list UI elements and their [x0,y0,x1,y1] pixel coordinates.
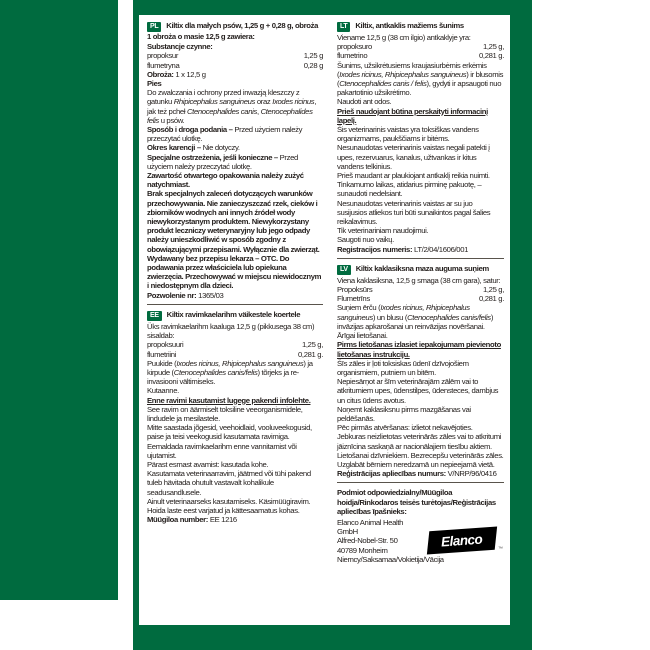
substance-name: propoksur [147,51,179,61]
text-run: Tinkamumo laikas, atidarius pirminę pakuotę, – sunaudoti nedelsiant. [337,180,482,199]
text-run: Przed użyciem należy przeczytać ulotkę. [147,125,303,144]
text-run: Nepiesārņot ar šīm veterinārajām zālēm vai to atkritumiem upes, ūdenstilpes, ūdensteces, dambjus un citus ūdens avotus. [337,377,499,405]
text-run: Nesunaudotas veterinarinis vaistas negali patekti į upes, rezervuarus, kanalus, užtvankas ir kitus vandens telkinius. [337,143,490,171]
language-badge-ee: EE [147,311,162,321]
address-line: Niemcy/Saksamaa/Vokietija/Vācija [337,554,444,564]
text-run: Tik veterinariniam naudojimui. [337,226,429,236]
dose-row [337,285,504,294]
paragraph [147,79,323,88]
paragraph [337,469,504,478]
leaflet-green-frame [133,0,532,650]
paragraph [337,245,504,254]
text-run: V/NRP/96/0416 [447,469,497,479]
section-title: Kiltix kaklasiksna maza auguma suņiem [355,263,489,273]
text-run: Substancje czynne: [147,42,213,52]
substance-name: flumetryna [147,60,180,70]
substance-amount: 0,281 g. [479,51,504,61]
text-run: Ārīgai lietošanai. [337,331,388,341]
text-run: Brak specjalnych zaleceń dotyczących warunków przechowywania. Nie zanieczyszczać rzek, cieków i zbiorników wodnych ani innych źródeł wody niewykorzystanym produktem. Niewykorzystany produkt leczniczy weterynaryjny lub jego odpady należy unieszkodliwić w sposób zgodny z obowiązującymi przepisami. Wyłącznie dla zwierząt. Wydawany bez przepisu lekarza – OTC. Do podawania przez właściciela lub opiekuna zwierzęcia. Przechowywać w miejscu niewidocznym i niedostępnym dla dzieci. [147,189,322,291]
paragraph [337,97,504,106]
substance-amount: 0,281 g. [479,294,504,304]
text-run: Pēc pirmās atvēršanas: izlietot nekavējoties. [337,423,473,433]
text-run: u psów. [158,115,185,125]
text-run: , jak też pcheł [147,97,317,116]
paragraph [147,322,323,340]
paragraph [337,451,504,460]
text-run: Obroża: [147,69,176,79]
paragraph [147,88,323,125]
paragraph [147,423,323,441]
text-run: Specjalne ostrzeżenia, jeśli konieczne – [147,152,280,162]
trademark-symbol: ™ [498,546,503,553]
text-run: LT/2/04/1606/001 [413,244,469,254]
sections-column-2 [337,21,504,478]
text-run: Viena kaklasiksna, 12,5 g smaga (38 cm gara), satur: [337,275,501,285]
text-run: Uzglabāt bērniem neredzamā un nepieejamā vietā. [337,459,495,469]
text-run: Ixodes ricinus, Rhipicephalus sanguineus [337,303,470,322]
text-run: Reģistrācijas apliecības numurs: [337,469,448,479]
paragraph [337,199,504,227]
leaflet-column-right [337,21,504,625]
dose-row [147,350,323,359]
substance-amount: 1,25 g [303,51,323,61]
text-run: Ctenocephalides canis/felis [173,367,258,377]
paragraph [337,33,504,42]
elanco-logo-text: Elanco [440,531,484,550]
text-run: ) un blusu ( [372,312,408,322]
paragraph [337,377,504,405]
text-run: Ixodes ricinus, Rhipicephalus sanguineus [339,69,467,79]
paragraph [337,423,504,432]
paragraph [337,340,504,358]
paragraph [147,291,323,300]
paragraph [147,359,323,387]
paragraph [147,460,323,469]
text-run: ) tõrjeks ja re-invasiooni vältimiseks. [147,367,299,387]
paragraph [337,125,504,143]
substance-name: Propoksūrs [337,285,373,295]
section-title: Kiltix ravimkaelarihm väikestele koertele [166,309,301,319]
text-run: Eemaldada ravimkaelarihm enne vannitamist või ujutamist. [147,441,297,460]
section-divider [147,304,323,305]
paragraph [337,235,504,244]
text-run: Üks ravimkaelarihm kaaluga 12,5 g (pikkusega 38 cm) sisaldab: [147,321,315,341]
text-run: Ctenocephalides canis/felis [407,312,491,322]
text-run: Šis veterinarinis vaistas yra toksiškas vandens organizmams, paukščiams ir bitėms. [337,125,479,144]
address-line: 40789 Monheim [337,545,388,555]
text-run: Enne ravimi kasutamist lugege pakendi infolehte. [147,395,311,405]
text-run: Naudoti ant odos. [337,97,392,107]
text-run: Kasutamata veterinaarravim, jäätmed või tühi pakend tuleb hävitada ohutult vastavalt kohalikule seadusandlusele. [147,469,311,497]
substance-amount: 1,25 g, [301,340,323,350]
text-run: EE 1216 [209,515,237,525]
paragraph [337,143,504,171]
text-run: 1 x 12,5 g [175,69,206,79]
text-run: ), gydyti ir apsaugoti nuo pakartotinio užsikrėtimo. [337,79,502,98]
dose-row [147,340,323,349]
text-run: Kutaanne. [147,386,179,396]
paragraph [147,506,323,515]
paragraph [147,469,323,497]
substance-amount: 0,28 g [303,60,323,70]
text-run: Rhipicephalus sanguineus [173,97,256,107]
elanco-logo [428,529,503,553]
text-run: Ixodes ricinus, Rhipicephalus sanguineus [176,358,304,368]
paragraph [147,442,323,460]
section-pl-header [147,21,323,41]
substance-amount: 1,25 g, [482,42,504,52]
substance-name: Flumetrīns [337,294,370,304]
text-run: Müügiloa number: [147,515,210,525]
paragraph [337,331,504,340]
footer-divider [337,482,504,483]
substance-name: flumetriini [147,349,177,359]
substance-name: flumetrino [337,51,368,61]
paragraph [147,171,323,189]
text-run: ) invāzijas apkarošanai un reinvāzijas novēršanai. [337,312,494,331]
text-run: Pirms lietošanas izlasiet iepakojumam pievienoto lietošanas instrukciju. [337,340,501,359]
leaflet-content-panel [139,15,510,625]
address-line: Elanco Animal Health GmbH [337,517,404,537]
text-run: See ravim on äärmiselt toksiline veeorganismidele, lindudele ja mesilastele. [147,404,303,423]
language-badge-pl: PL [147,22,161,32]
section-lt-header [337,21,504,32]
section-title: Kiltix, antkaklis mažiems šunims [355,21,464,30]
dose-row [337,51,504,60]
paragraph [337,61,504,98]
address-line: Alfred-Nobel-Str. 50 [337,536,398,546]
paragraph [337,432,504,450]
text-run: Ixodes ricinus [272,97,315,107]
text-run: ) ja kirpude ( [147,358,313,377]
elanco-logo-shape [427,527,497,555]
text-run: Mitte saastada jõgesid, veehoidlaid, vooluveekogusid, paise ja teisi veekogusid kasutamata ravimiga. [147,423,312,442]
paragraph [147,70,323,79]
text-run: Zawartość otwartego opakowania należy zużyć natychmiast. [147,171,304,190]
paragraph [147,125,323,143]
substance-name: propoksuro [337,42,372,52]
paragraph [337,405,504,423]
leaflet-column-left [147,21,323,625]
section-lv-header [337,264,504,275]
text-run: Prieš maudant ar plaukiojant antkaklį reikia nuimti. [337,171,490,181]
text-run: Ctenocephalides felis [147,106,313,125]
marketing-authorisation-holder-heading: Podmiot odpowiedzialny/Müügiloa hoidja/Rinkodaros teisės turėtojas/Reģistrācijas apliecības īpašnieks: [337,488,496,516]
language-badge-lv: LV [337,265,351,275]
paragraph [147,396,323,405]
paragraph [337,359,504,377]
text-run: oraz [255,97,273,107]
paragraph [147,515,323,524]
text-run: Nie dotyczy. [202,143,240,153]
text-run: Hoida laste eest varjatud ja kättesaamatus kohas. [147,505,300,515]
paragraph [337,226,504,235]
text-run: ) ir blusomis ( [337,69,504,89]
section-title: Kiltix dla małych psów, 1,25 g + 0,28 g, obroża 1 obroża o masie 12,5 g zawiera: [147,21,319,41]
paragraph [147,386,323,395]
dose-row [147,51,323,60]
text-run: Šīs zāles ir ļoti toksiskas ūdenī dzīvojošiem organismiem, putniem un bitēm. [337,358,469,377]
paragraph [147,189,323,290]
left-green-band [0,0,118,600]
text-run: Saugoti nuo vaikų. [337,235,394,245]
paragraph [337,180,504,198]
text-run: Viename 12,5 g (38 cm ilgio) antkaklyje yra: [337,33,471,42]
text-run: Do zwalczania i ochrony przed inwazją kleszczy z gatunku [147,88,300,107]
paragraph [337,303,504,331]
sections-column-1 [147,21,323,524]
text-run: 1365/03 [198,290,224,300]
text-run: , [256,106,261,116]
text-run: Okres karencji – [147,143,203,153]
text-run: Przed użyciem należy przeczytać ulotkę. [147,152,298,171]
text-run: Puukide ( [147,358,177,368]
substance-amount: 1,25 g, [482,285,504,295]
text-run: Pozwolenie nr: [147,290,199,300]
substance-name: propoksuuri [147,340,184,350]
text-run: Sposób i droga podania – [147,125,235,135]
marketing-authorisation-holder-address [337,517,444,564]
text-run: Ainult veterinaarseks kasutamiseks. Käsimüügiravim. [147,496,311,506]
dose-row [147,61,323,70]
paragraph [147,153,323,171]
text-run: Pärast esmast avamist: kasutada kohe. [147,459,269,469]
section-ee-header [147,310,323,321]
text-run: Ctenocephalides canis [186,106,257,116]
text-run: Noņemt kaklasiksnu pirms mazgāšanas vai peldēšanās. [337,404,471,423]
text-run: Pies [147,79,162,89]
text-run: Ctenocephalides canis / felis [339,79,427,89]
text-run: Suņiem ērču ( [337,303,381,313]
text-run: Nesunaudotas veterinarinis vaistas ar su juo susijusios atliekos turi būti sunaikintos pagal šalies reikalavimus. [337,198,491,227]
paragraph [147,497,323,506]
paragraph [337,171,504,180]
paragraph [337,460,504,469]
paragraph [147,143,323,152]
text-run: Šunims, užsikrėtusiems kraujasiurbėmis erkėmis ( [337,60,487,79]
paragraph [337,107,504,125]
text-run: Registracijos numeris: [337,244,414,254]
paragraph [147,42,323,51]
text-run: Lietošanai dzīvniekiem. Bezrecepšu veterinārās zāles. [337,450,504,460]
text-run: Prieš naudojant būtina perskaityti informacinį lapelį. [337,106,488,125]
paragraph [337,276,504,285]
paragraph [147,405,323,423]
text-run: Jebkuras neizlietotas veterinārās zāles vai to atkritumi jāiznīcina saskaņā ar nacionālajiem tiesību aktiem. [337,432,502,451]
dose-row [337,294,504,303]
language-badge-lt: LT [337,22,350,32]
dose-row [337,42,504,51]
footer-body [337,518,504,564]
section-divider [337,258,504,259]
substance-amount: 0,281 g. [298,349,323,359]
